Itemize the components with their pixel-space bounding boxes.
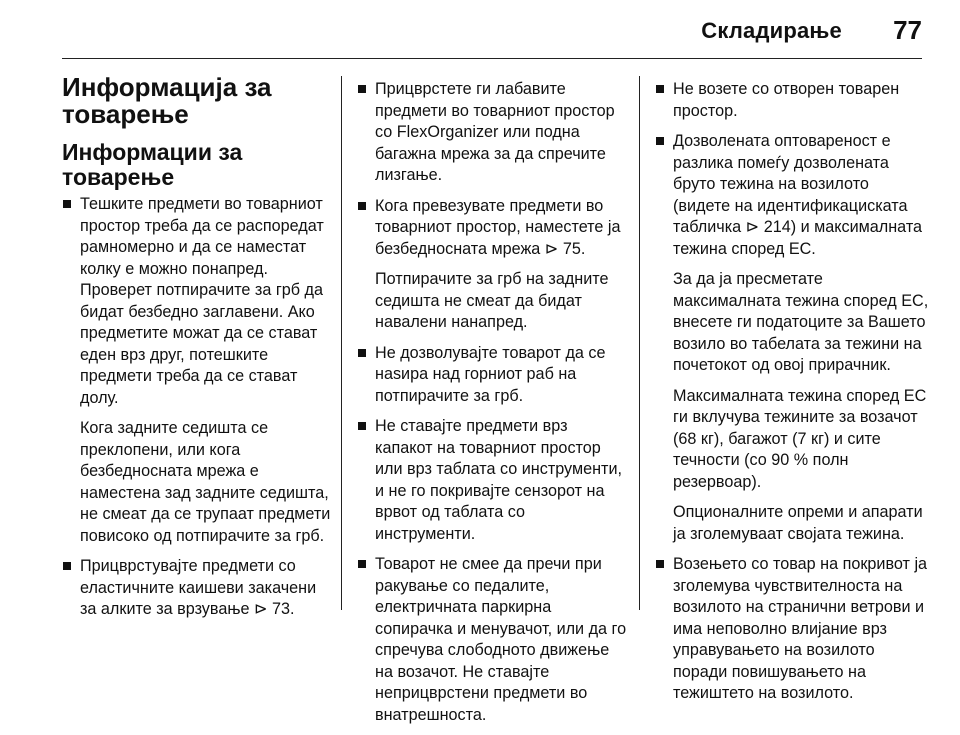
paragraph: Товарот не смее да пречи при ракување со педалите, електричната паркирна сопирачка и менувачот, или да го спречува слободното движење на возачот. Не ставајте неприцврстени предмети во внатрешноста. bbox=[375, 555, 627, 724]
bullet-item bbox=[655, 79, 930, 122]
column-2 bbox=[357, 79, 627, 735]
paragraph: Прицврстувајте предмети со еластичните каишеви закачени за алките за врзување ⊳ 73. bbox=[80, 557, 317, 618]
header-rule bbox=[62, 58, 922, 59]
column-divider bbox=[639, 76, 640, 610]
paragraph: Не возете со отворен товарен простор. bbox=[673, 80, 900, 120]
bullet-item bbox=[357, 196, 627, 334]
bullet-item bbox=[357, 79, 627, 187]
bullet-item bbox=[62, 556, 332, 621]
paragraph: Тешките предмети во товарниот простор треба да се распоредат рамномерно и да се наместат колку е можно понапред. Проверет потпирачите за грб да бидат безбедно заглавени. Ако предметите можат да се стават еден врз друг, потешките предмети треба да се стават долу. bbox=[80, 195, 324, 407]
paragraph: Дозволената оптовареност е разлика помеѓу дозволената бруто тежина на возилото (видете на идентификациската табличка ⊳ 214) и максималната тежина според ЕС. bbox=[673, 132, 923, 258]
paragraph: Возењето со товар на покривот ја зголемува чувствителноста на возилото на странични ветрови и има неповолно влијание врз управувањето на возилото поради повишувањето на тежиштето на возилото. bbox=[673, 555, 928, 702]
bullet-item bbox=[62, 194, 332, 547]
paragraph: Максималната тежина според ЕС ги вклучува тежините за возачот (68 кг), багажот (7 кг) и сите течности (со 90 % полн резервоар). bbox=[673, 386, 927, 491]
bullet-item bbox=[655, 554, 930, 705]
section-subtitle: Информации за товарење bbox=[62, 139, 243, 190]
paragraph: Не дозволувајте товарот да се наѕира над горниот раб на потпирачите за грб. bbox=[375, 343, 606, 405]
bullet-item bbox=[655, 131, 930, 545]
page-number: 77 bbox=[893, 15, 922, 45]
bullet-item bbox=[357, 416, 627, 545]
paragraph: Прицврстете ги лабавите предмети во товарниот простор со FlexOrganizer или подна багажна мрежа за да спречите лизгање. bbox=[375, 80, 615, 184]
paragraph: Потпирачите за грб на задните седишта не смеат да бидат навалени нанапред. bbox=[375, 270, 609, 331]
column-1 bbox=[62, 74, 332, 630]
paragraph: Опционалните опреми и апарати ја зголемуваат својата тежина. bbox=[673, 503, 923, 543]
bullet-item bbox=[357, 554, 627, 726]
section-title: Информација за товарење bbox=[62, 72, 272, 129]
paragraph: За да ја пресметате максималната тежина според ЕС, внесете ги податоците за Вашето возило во табелата за тежини на почетокот од овој прирачник. bbox=[673, 270, 929, 374]
paragraph: Кога превезувате предмети во товарниот простор, наместете ја безбедносната мрежа ⊳ 75. bbox=[375, 196, 621, 258]
column-3 bbox=[655, 79, 930, 714]
page-header bbox=[0, 0, 960, 58]
running-title: Складирање bbox=[701, 18, 842, 43]
column-divider bbox=[341, 76, 342, 610]
paragraph: Кога задните седишта се преклопени, или кога безбедносната мрежа е наместена зад задните седишта, не смеат да се трупаат предмети повисоко од потпирачите за грб. bbox=[80, 419, 331, 545]
paragraph: Не ставајте предмети врз капакот на товарниот простор или врз таблата со инструменти, и не го покривајте сензорот на врвот од таблата со инструменти. bbox=[375, 417, 622, 543]
bullet-item bbox=[357, 343, 627, 408]
